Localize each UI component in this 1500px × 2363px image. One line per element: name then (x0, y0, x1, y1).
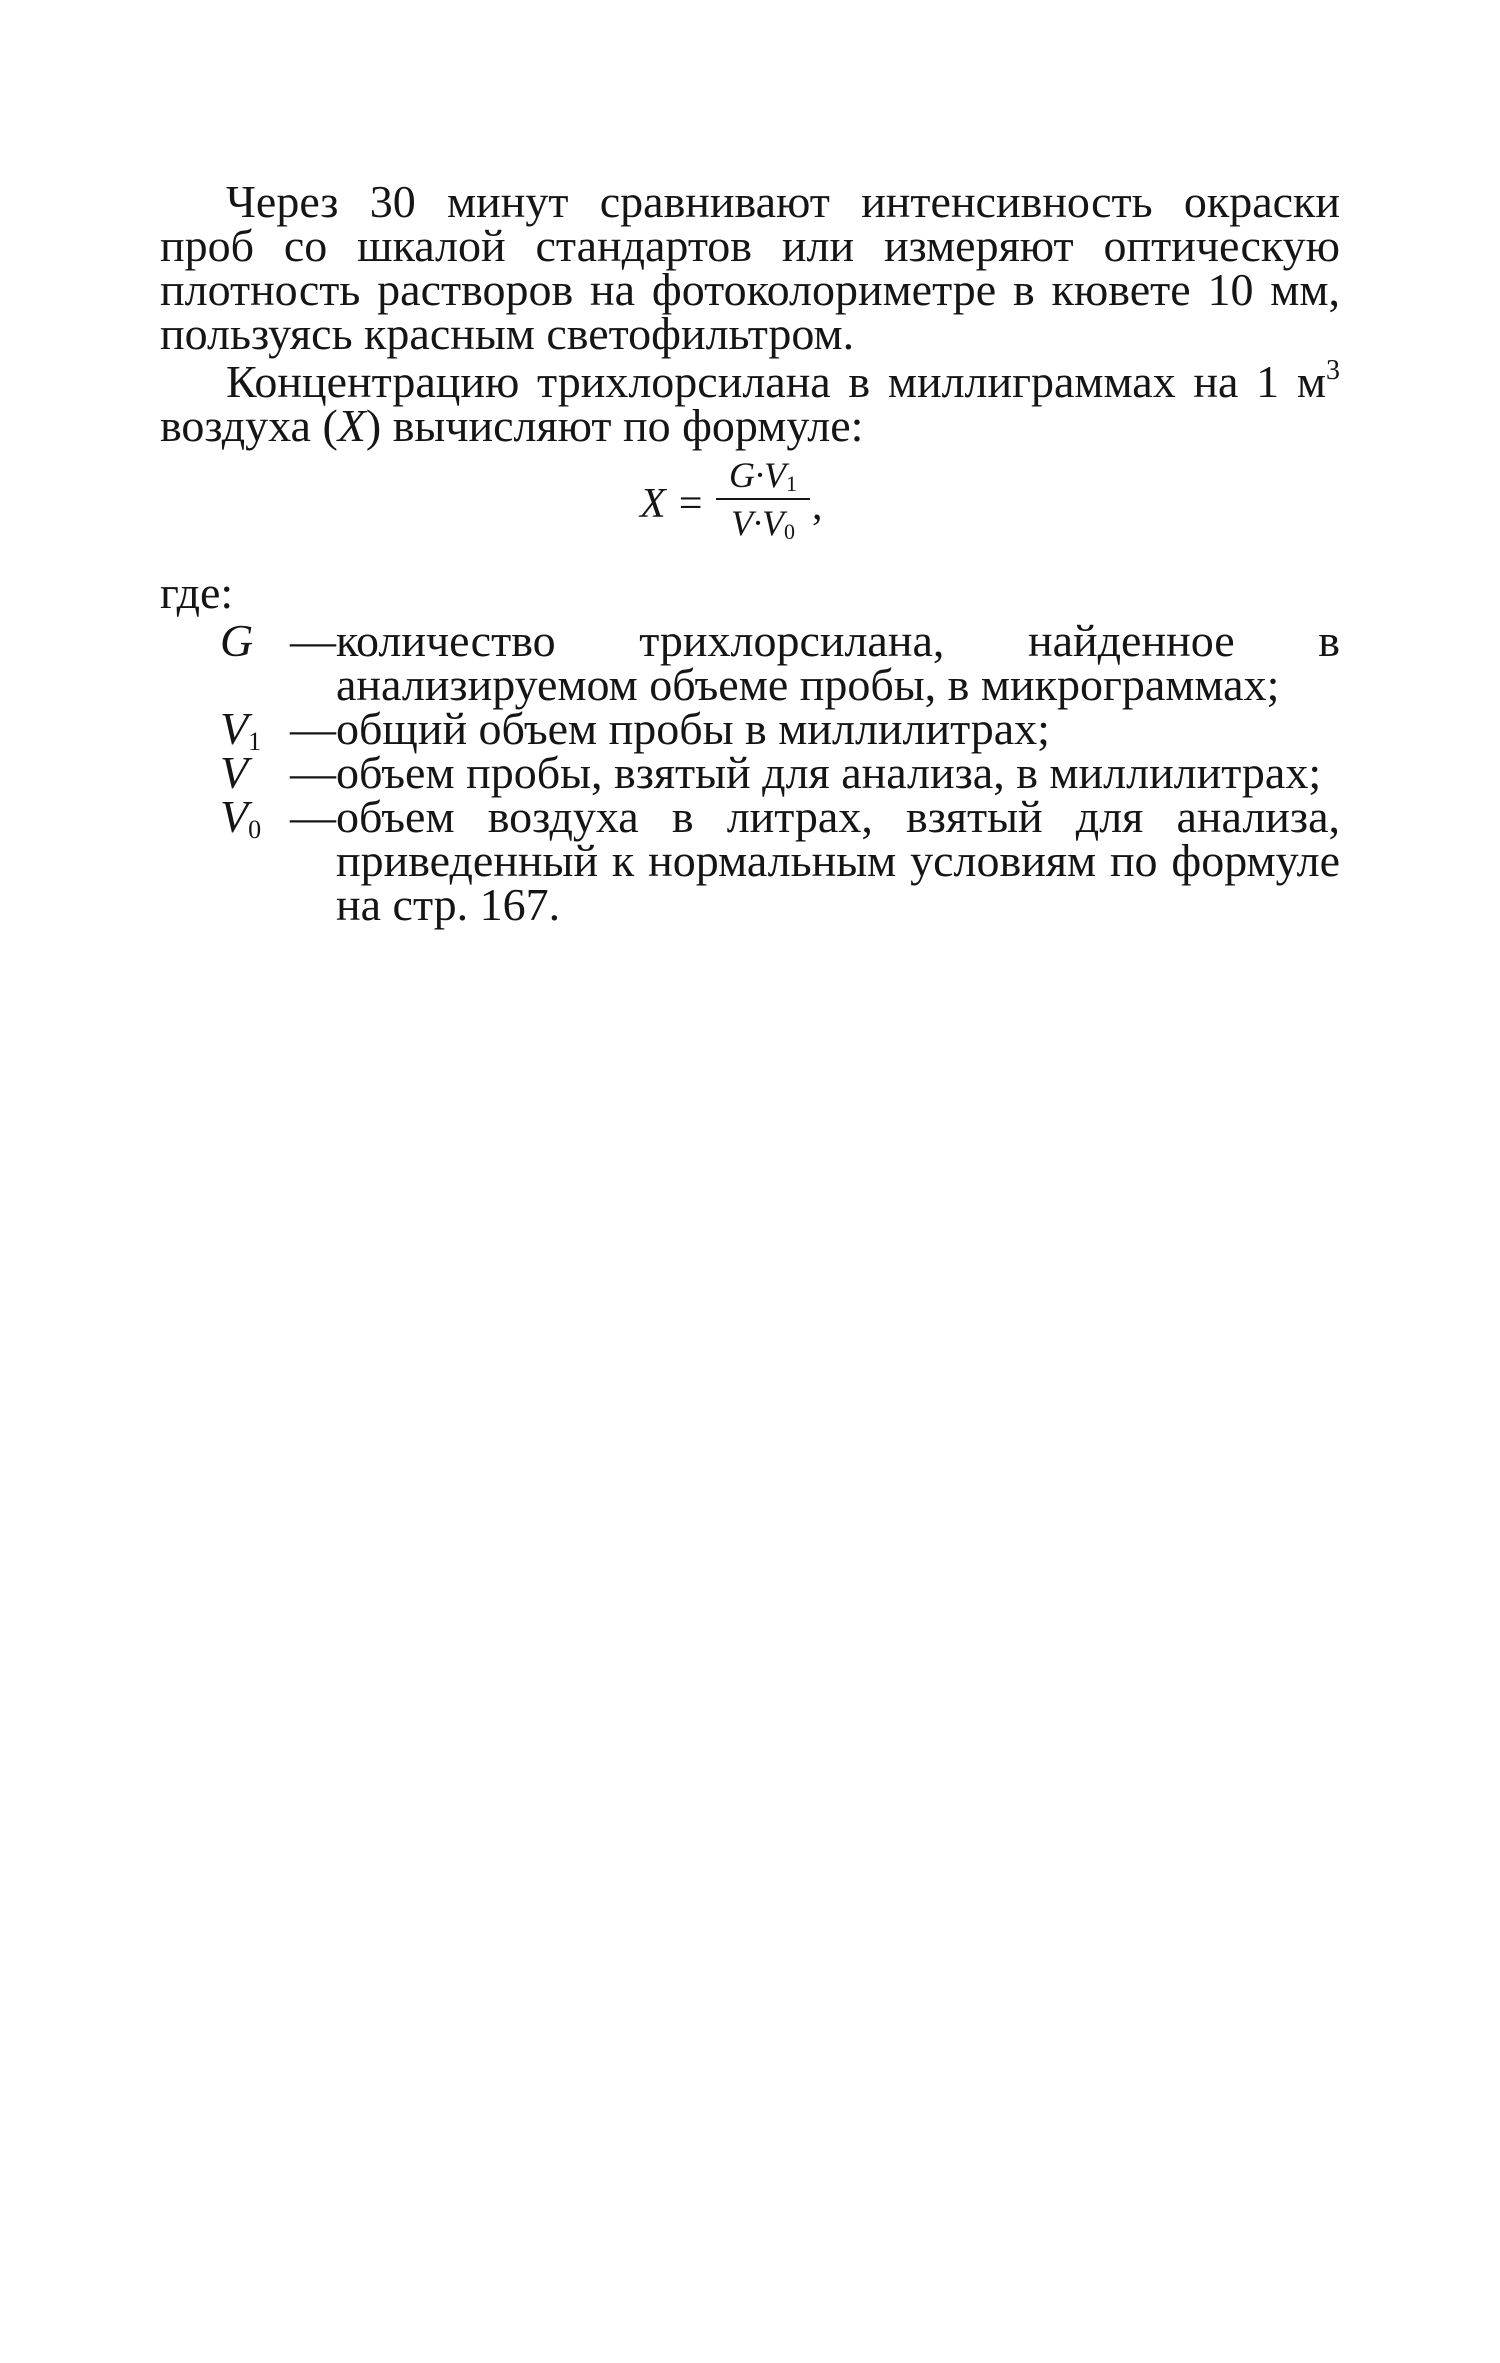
formula-denominator-sub: 0 (783, 519, 795, 544)
concentration-text-start: Концентрацию трихлорсилана в миллиграммах на 1 м (226, 356, 1326, 407)
formula-fraction (716, 454, 810, 544)
definition-symbol-sub: 0 (248, 815, 262, 844)
definition-symbol-letter: V (220, 747, 249, 798)
formula-numerator-text: G·V (729, 455, 786, 495)
definition-item (160, 791, 1340, 930)
formula-lhs: X = (640, 481, 705, 527)
definition-dash: — (290, 791, 336, 842)
definition-symbol (160, 747, 290, 798)
concentration-text-end: ) вычисляют по формуле: (365, 400, 864, 451)
formula-comma: , (812, 483, 823, 529)
formula-denominator-text: V·V (731, 503, 784, 543)
definition-item (160, 703, 1340, 756)
formula-numerator (716, 454, 810, 496)
paragraph-measurement: Через 30 минут сравнивают интенсивность окраски проб со шкалой стандартов или измеряют оптическую плотность растворов на фотоколориметре в кювете 10 мм, пользуясь красным светофильтром. (160, 176, 1340, 359)
definitions-list (160, 615, 1340, 930)
definition-symbol-letter: V (220, 703, 249, 754)
definition-text: объем воздуха в литрах, взятый для анализа, приведенный к нормальным условиям по формуле на стр. 167. (336, 791, 1340, 930)
document-page (160, 176, 1340, 930)
concentration-text-mid: воздуха ( (160, 400, 338, 451)
definition-symbol (160, 703, 290, 756)
paragraph-concentration (160, 355, 1340, 451)
definition-symbol-letter: V (220, 791, 249, 842)
where-label: где: (160, 567, 234, 618)
definition-text: общий объем пробы в миллилитрах; (336, 703, 1050, 754)
definition-text: объем пробы, взятый для анализа, в миллилитрах; (336, 747, 1322, 798)
variable-x: X (337, 400, 366, 451)
definition-item (160, 747, 1340, 798)
definition-item (160, 615, 1340, 710)
definition-symbol-letter: G (220, 615, 254, 666)
fraction-bar (716, 498, 810, 500)
definition-dash: — (290, 747, 336, 798)
definition-symbol-sub: 1 (248, 727, 262, 756)
definition-text: количество трихлорсилана, найденное в анализируемом объеме пробы, в микрограммах; (336, 615, 1340, 710)
formula-denominator (716, 502, 810, 544)
formula (160, 454, 1340, 559)
definition-dash: — (290, 615, 336, 666)
definition-symbol (160, 791, 290, 844)
cubic-superscript: 3 (1326, 355, 1340, 386)
definition-symbol (160, 615, 290, 666)
formula-numerator-sub: 1 (786, 471, 797, 496)
definition-dash: — (290, 703, 336, 754)
